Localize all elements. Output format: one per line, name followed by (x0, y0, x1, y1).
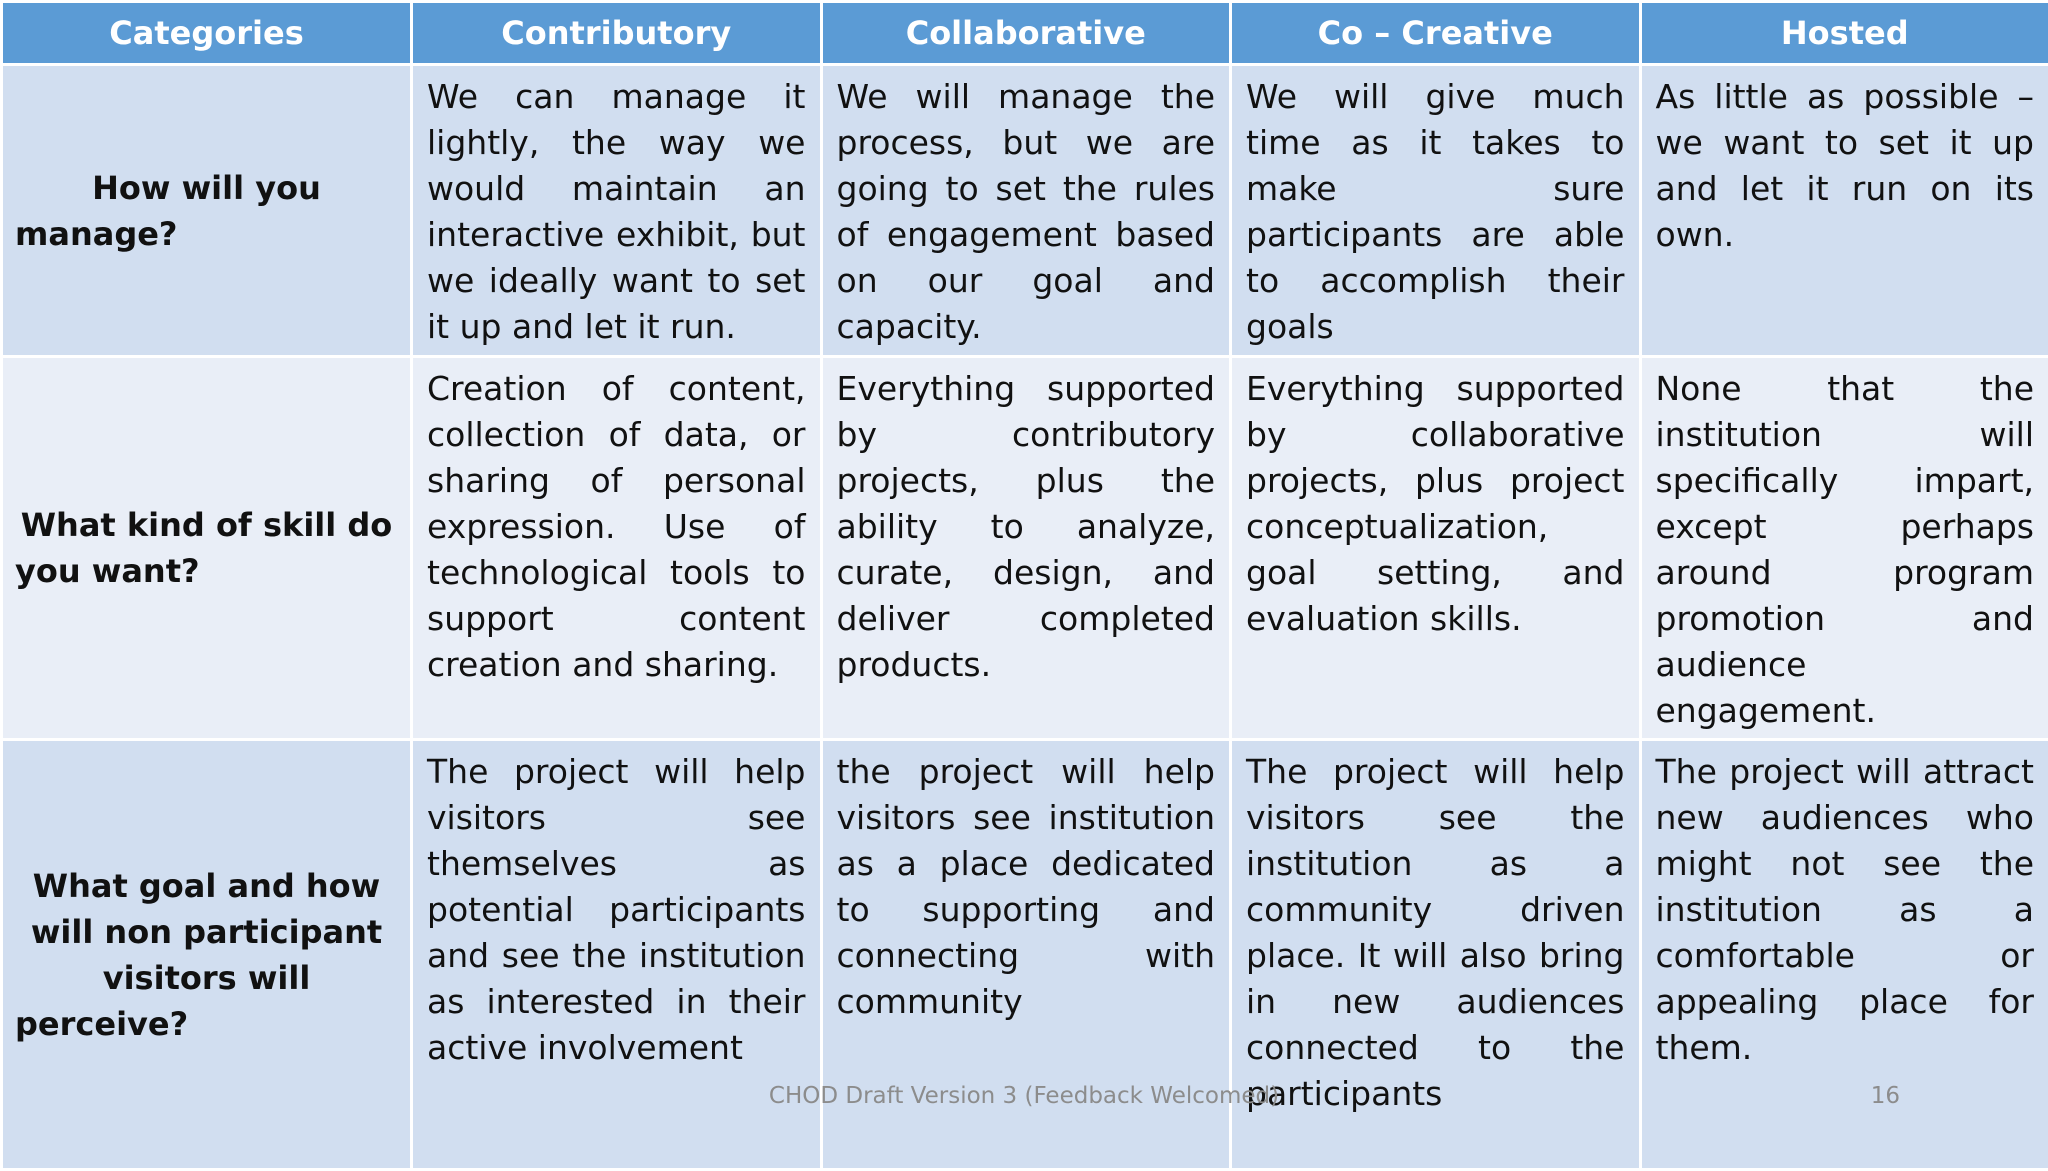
table-row-manage (2, 65, 2048, 357)
slide-footer: CHOD Draft Version 3 (Feedback Welcomed) (0, 1083, 2048, 1113)
header-categories: Categories (2, 2, 412, 65)
table-cell-collaborative: the project will help visitors see institution as a place dedicated to supporting and connecting with community (821, 740, 1231, 1170)
header-row (2, 2, 2048, 65)
table-cell-contributory: Creation of content, collection of data, or sharing of personal expression. Use of technological tools to support content creation and sharing. (412, 357, 822, 740)
table-cell-hosted: The project will attract new audiences who might not see the institution as a comfortable or appealing place for them. (1640, 740, 2048, 1170)
table-cell-co-creative: Everything supported by collaborative projects, plus project conceptualization, goal setting, and evaluation skills. (1231, 357, 1641, 740)
header-contributory: Contributory (412, 2, 822, 65)
table-cell-collaborative: Everything supported by contributory projects, plus the ability to analyze, curate, design, and deliver completed products. (821, 357, 1231, 740)
table-cell-collaborative: We will manage the process, but we are going to set the rules of engagement based on our goal and capacity. (821, 65, 1231, 357)
header-co-creative: Co – Creative (1231, 2, 1641, 65)
table-cell-co-creative: We will give much time as it takes to make sure participants are able to accomplish their goals (1231, 65, 1641, 357)
table-row-skill (2, 357, 2048, 740)
table-cell-hosted: None that the institution will specifically impart, except perhaps around program promotion and audience engagement. (1640, 357, 2048, 740)
page-number: 16 (1860, 1083, 1900, 1109)
header-hosted: Hosted (1640, 2, 2048, 65)
table-cell-hosted: As little as possible – we want to set it up and let it run on its own. (1640, 65, 2048, 357)
header-collaborative: Collaborative (821, 2, 1231, 65)
table-cell-contributory: The project will help visitors see themselves as potential participants and see the institution as interested in their active involvement (412, 740, 822, 1170)
category-cell: What kind of skill do you want? (2, 357, 412, 740)
category-cell: How will you manage? (2, 65, 412, 357)
table-cell-co-creative: The project will help visitors see the institution as a community driven place. It will also bring in new audiences connected to the participants (1231, 740, 1641, 1170)
category-cell: What goal and how will non participant visitors will perceive? (2, 740, 412, 1170)
table-cell-contributory: We can manage it lightly, the way we would maintain an interactive exhibit, but we ideally want to set it up and let it run. (412, 65, 822, 357)
